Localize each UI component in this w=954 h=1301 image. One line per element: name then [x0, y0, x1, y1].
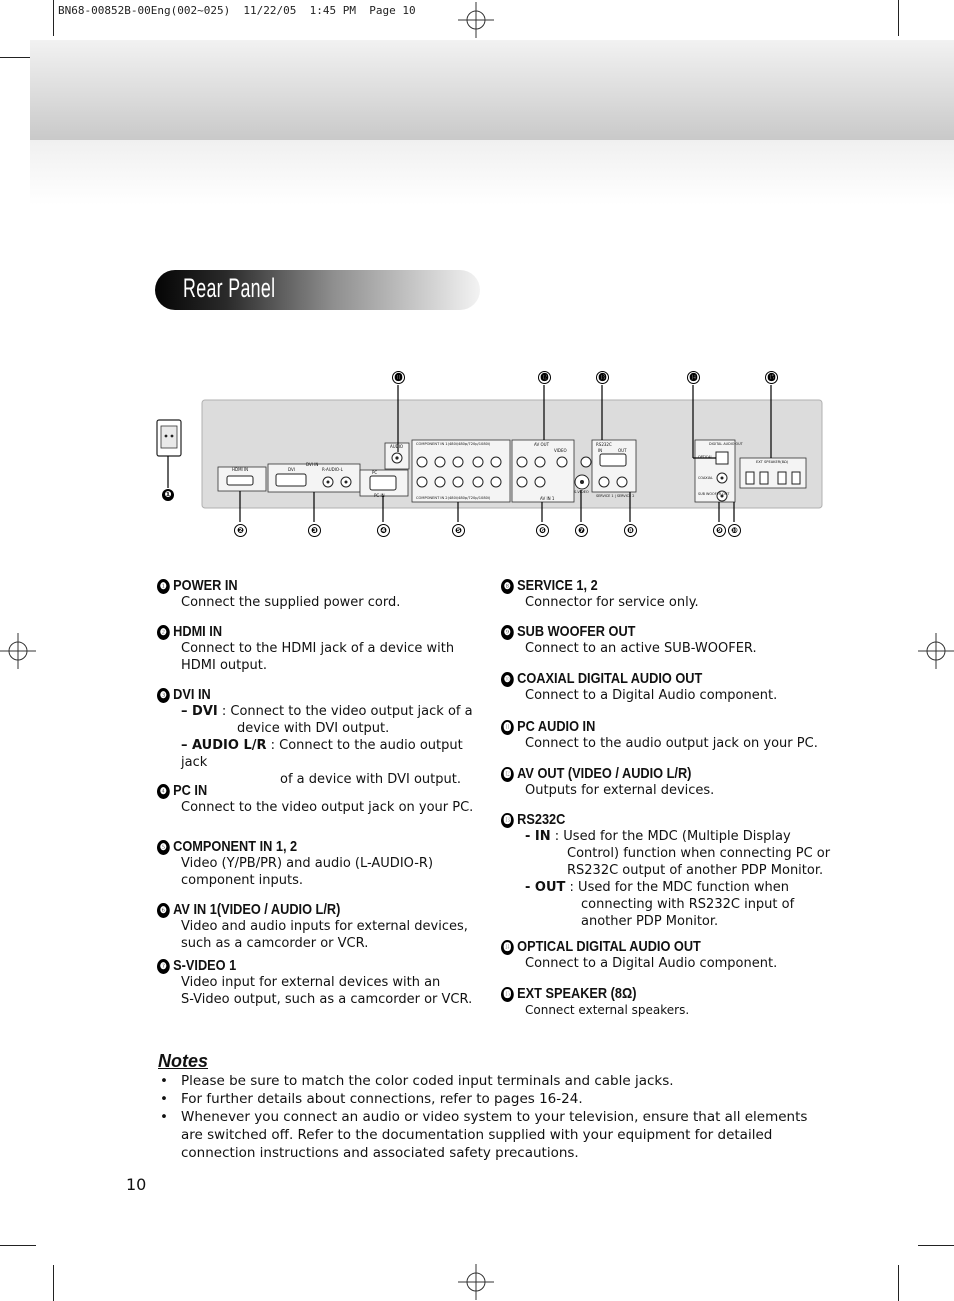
callout-10: ❿	[728, 524, 741, 537]
item-number: ⓮	[501, 940, 514, 955]
callout-11: ⓫	[392, 371, 405, 384]
panel-label-component-1: COMPONENT IN 1(480i/480p/720p/1080i)	[416, 442, 491, 446]
panel-label-svideo: S-VIDEO	[574, 490, 589, 494]
panel-label-pc-in: PC IN	[374, 493, 385, 498]
panel-label-pc: PC	[372, 470, 378, 475]
callout-4: ❹	[377, 524, 390, 537]
callout-7: ❼	[575, 524, 588, 537]
registration-mark-icon	[458, 1264, 494, 1300]
item-desc: Connect to the audio output jack on your PC.	[525, 736, 818, 751]
item-number: ⓭	[501, 813, 514, 828]
callout-13: ⓭	[596, 371, 609, 384]
item-title: AV IN 1(VIDEO / AUDIO L/R)	[173, 901, 341, 918]
item-title: AV OUT (VIDEO / AUDIO L/R)	[517, 765, 692, 782]
rs232c-in-label: - IN	[525, 829, 551, 844]
item-title: PC IN	[173, 782, 208, 799]
item-pc-audio-in	[501, 718, 841, 752]
registration-mark-icon	[918, 633, 954, 669]
item-desc: Video (Y/PB/PR) and audio (L-AUDIO-R)	[181, 856, 434, 871]
callout-9: ❾	[713, 524, 726, 537]
item-number: ❶	[157, 579, 170, 594]
item-title: RS232C	[517, 811, 566, 828]
panel-label-in: IN	[598, 448, 603, 453]
item-hdmi-in	[157, 623, 487, 674]
item-desc: Connector for service only.	[525, 595, 699, 610]
item-desc: Outputs for external devices.	[525, 783, 715, 798]
crop-mark	[0, 1245, 36, 1246]
rs232c-in-text-2: Control) function when connecting PC or	[567, 846, 831, 861]
panel-label-sub-woofer: SUB WOOFER OUT	[698, 492, 730, 496]
item-desc: Connect to a Digital Audio component.	[525, 956, 778, 971]
item-power-in	[157, 577, 487, 611]
panel-label-audio: R-AUDIO-L	[322, 467, 343, 472]
item-number: ❻	[157, 903, 170, 918]
item-service	[501, 577, 841, 611]
panel-label-hdmi: HDMI IN	[232, 467, 249, 472]
item-number: ❹	[157, 784, 170, 799]
item-title: EXT SPEAKER (8Ω)	[517, 985, 637, 1002]
item-title: DVI IN	[173, 686, 211, 703]
item-desc: Connect to the HDMI jack of a device with	[181, 641, 455, 656]
page-number: 10	[126, 1175, 147, 1194]
note-item: • For further details about connections, refer to pages 16-24.	[158, 1090, 818, 1108]
item-title: POWER IN	[173, 577, 238, 594]
panel-label-service: SERVICE 1 | SERVICE 2	[596, 494, 635, 498]
item-desc: component inputs.	[181, 873, 304, 888]
item-title: SERVICE 1, 2	[517, 577, 598, 594]
item-title: OPTICAL DIGITAL AUDIO OUT	[517, 938, 701, 955]
panel-label-digital-audio: DIGITAL AUDIO OUT	[709, 442, 743, 446]
rs232c-out-text-2: connecting with RS232C input of	[581, 897, 795, 912]
callout-12: ⓬	[538, 371, 551, 384]
item-number: ❾	[501, 625, 514, 640]
dvi-sub-label: – DVI	[181, 704, 218, 719]
item-number: ⓬	[501, 767, 514, 782]
item-number: ❺	[157, 840, 170, 855]
item-s-video	[157, 957, 487, 1008]
audio-sub-text: : Connect to the audio output jack	[181, 738, 463, 770]
callout-3: ❸	[308, 524, 321, 537]
note-item: • Please be sure to match the color coded input terminals and cable jacks.	[158, 1072, 818, 1090]
item-sub-woofer-out	[501, 623, 841, 657]
item-av-in	[157, 901, 487, 952]
item-component-in	[157, 838, 487, 889]
item-desc: Video and audio inputs for external devices,	[181, 919, 468, 934]
rs232c-out-text-3: another PDP Monitor.	[581, 914, 719, 929]
callout-15: ⓯	[765, 371, 778, 384]
item-desc: such as a camcorder or VCR.	[181, 936, 369, 951]
note-item: • Whenever you connect an audio or video system to your television, ensure that all elements are switched off. Refer to the documentation supplied with your equipment for detailed connection instructions and associated safety precautions.	[158, 1108, 818, 1162]
panel-label-rs232c: RS232C	[596, 442, 612, 447]
item-number: ❼	[157, 959, 170, 974]
panel-label-component-2: COMPONENT IN 2(480i/480p/720p/1080i)	[416, 496, 491, 500]
callout-8: ❽	[624, 524, 637, 537]
item-number: ⓯	[501, 987, 514, 1002]
panel-label-optical: OPTICAL	[698, 455, 713, 459]
rear-panel-diagram	[0, 0, 954, 560]
rs232c-in-text-3: RS232C output of another PDP Monitor.	[567, 863, 824, 878]
registration-mark-icon	[0, 633, 36, 669]
item-desc: Connect to an active SUB-WOOFER.	[525, 641, 757, 656]
item-desc: Connect the supplied power cord.	[181, 595, 401, 610]
item-title: S-VIDEO 1	[173, 957, 237, 974]
callout-1: ❶	[162, 489, 174, 501]
notes-list	[158, 1072, 818, 1162]
item-title: COMPONENT IN 1, 2	[173, 838, 298, 855]
item-optical-out	[501, 938, 841, 972]
panel-label-av-in: AV IN 1	[540, 496, 555, 501]
callout-6: ❻	[536, 524, 549, 537]
panel-label-pc-audio: AUDIO	[390, 444, 404, 449]
item-desc: Video input for external devices with an	[181, 975, 441, 990]
crop-mark	[918, 1245, 954, 1246]
item-title: SUB WOOFER OUT	[517, 623, 636, 640]
component-port-block	[412, 440, 510, 502]
item-rs232c	[501, 811, 841, 930]
item-dvi-in	[157, 686, 487, 788]
panel-label-video: VIDEO	[554, 448, 567, 453]
item-desc: HDMI output.	[181, 658, 267, 673]
rs232c-out-label: - OUT	[525, 880, 566, 895]
rs232c-in-text: : Used for the MDC (Multiple Display	[554, 829, 791, 844]
section-title: Rear Panel	[183, 273, 276, 303]
item-av-out	[501, 765, 841, 799]
panel-label-dvi-in: DVI IN	[306, 462, 319, 467]
item-title: PC AUDIO IN	[517, 718, 596, 735]
crop-mark	[53, 1265, 54, 1301]
item-number: ❿	[501, 672, 514, 687]
dvi-sub-text-2: device with DVI output.	[237, 721, 390, 736]
item-pc-in	[157, 782, 487, 816]
item-number: ❸	[157, 688, 170, 703]
item-number: ⓫	[501, 720, 514, 735]
callout-5: ❺	[452, 524, 465, 537]
dvi-sub-text: : Connect to the video output jack of a	[221, 704, 473, 719]
callout-14: ⓮	[687, 371, 700, 384]
rs232c-out-text: : Used for the MDC function when	[569, 880, 789, 895]
item-ext-speaker	[501, 985, 841, 1019]
crop-mark	[898, 1265, 899, 1301]
panel-label-av-out: AV OUT	[534, 442, 550, 447]
callout-2: ❷	[234, 524, 247, 537]
item-number: ❽	[501, 579, 514, 594]
audio-sub-text-2: of a device with DVI output.	[280, 772, 461, 787]
item-title: COAXIAL DIGITAL AUDIO OUT	[517, 670, 703, 687]
item-desc: S-Video output, such as a camcorder or VCR.	[181, 992, 473, 1007]
item-title: HDMI IN	[173, 623, 223, 640]
print-slug: BN68-00852B-00Eng(002~025) 11/22/05 1:45 PM Page 10	[58, 4, 416, 17]
item-desc: Connect to a Digital Audio component.	[525, 688, 778, 703]
panel-label-coaxial: COAXIAL	[698, 476, 713, 480]
item-number: ❷	[157, 625, 170, 640]
item-coaxial-out	[501, 670, 841, 704]
item-desc: Connect to the video output jack on your PC.	[181, 800, 474, 815]
panel-label-out: OUT	[618, 448, 627, 453]
panel-label-ext-speaker: EXT SPEAKER(8Ω)	[756, 460, 789, 464]
panel-label-dvi: DVI	[288, 467, 295, 472]
item-desc: Connect external speakers.	[525, 1003, 690, 1017]
notes-title: Notes	[158, 1051, 209, 1071]
audio-sub-label: – AUDIO L/R	[181, 738, 267, 753]
